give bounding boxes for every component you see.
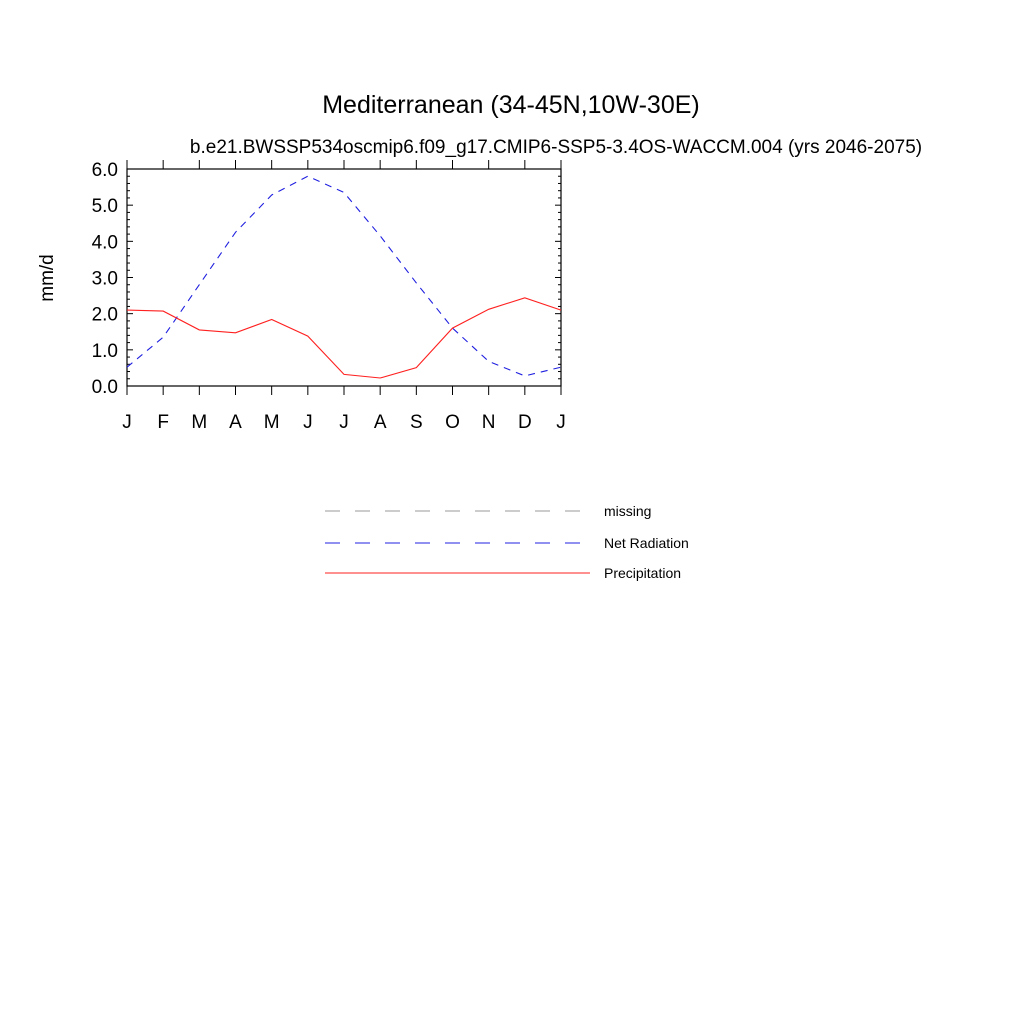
x-tick-label: J: [122, 412, 132, 433]
series-line-precipitation: [127, 298, 561, 378]
x-tick-label: N: [481, 412, 496, 433]
chart-subtitle: b.e21.BWSSP534oscmip6.f09_g17.CMIP6-SSP5-3.4OS-WACCM.004 (yrs 2046-2075): [189, 137, 923, 158]
chart-title: Mediterranean (34-45N,10W-30E): [322, 91, 700, 119]
legend-label: missing: [604, 503, 652, 519]
series-lines: [127, 176, 561, 378]
x-tick-label: J: [556, 412, 566, 433]
x-tick-label: M: [263, 412, 280, 433]
y-axis-label: mm/d: [37, 254, 58, 302]
legend-label: Precipitation: [604, 565, 682, 581]
x-tick-label: M: [191, 412, 208, 433]
x-tick-label: F: [157, 412, 169, 433]
y-tick-label: 3.0: [91, 268, 118, 290]
x-tick-label: D: [517, 412, 532, 433]
x-tick-label: A: [229, 412, 242, 433]
x-tick-label: O: [445, 412, 460, 433]
plot-frame: [127, 169, 561, 386]
legend: [325, 503, 689, 581]
axis-ticks: [92, 160, 566, 433]
x-tick-label: J: [303, 412, 313, 433]
legend-label: Net Radiation: [604, 535, 689, 551]
y-tick-label: 1.0: [91, 340, 118, 362]
y-tick-label: 0.0: [91, 377, 118, 398]
y-tick-label: 6.0: [91, 160, 118, 181]
y-tick-label: 2.0: [91, 304, 118, 326]
x-tick-label: A: [373, 412, 387, 433]
y-tick-label: 5.0: [91, 196, 118, 218]
series-line-net-radiation: [127, 176, 561, 376]
x-tick-label: S: [409, 412, 423, 433]
y-tick-label: 4.0: [91, 232, 118, 254]
x-tick-label: J: [339, 412, 349, 433]
